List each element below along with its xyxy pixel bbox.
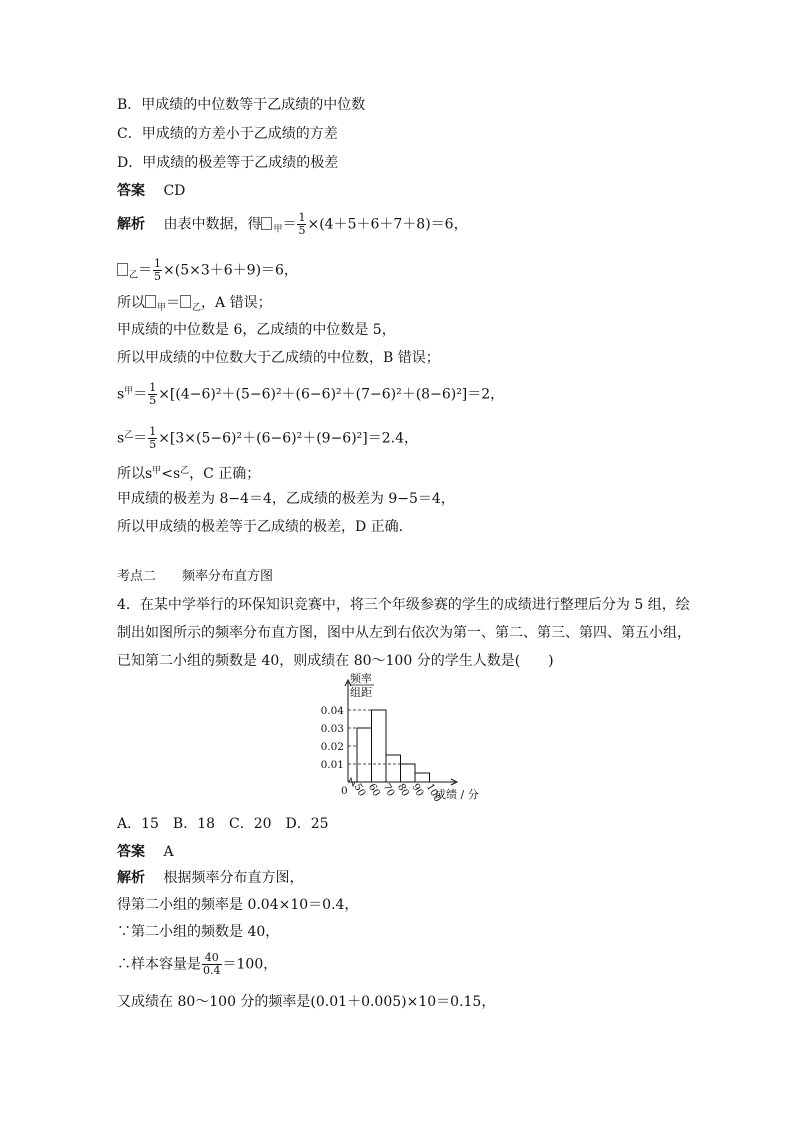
histogram-bar — [415, 773, 430, 782]
analysis-2-line-2: 得第二小组的频率是 0.04×10＝0.4， — [117, 897, 359, 913]
answer-2: 答案 A — [117, 844, 174, 860]
fraction: $\frac{1}{5}$ — [298, 211, 306, 237]
xbar-placeholder-icon — [180, 295, 191, 308]
answer-1 — [117, 182, 185, 200]
question-4-line-3: 已知第二小组的频数是 40，则成绩在 80～100 分的学生人数是( ) — [117, 653, 554, 669]
x-tick-label: 80 — [394, 782, 411, 799]
option-c: C．甲成绩的方差小于乙成绩的方差 — [117, 126, 338, 142]
analysis-label: 解析 — [117, 216, 145, 233]
answer-label: 答案 — [117, 183, 145, 199]
option-d: D．甲成绩的极差等于乙成绩的极差 — [117, 155, 339, 171]
y-tick-label: 0.01 — [320, 759, 344, 771]
histogram-bar — [372, 710, 387, 782]
section-heading: 考点二 频率分布直方图 — [117, 569, 274, 584]
x-axis-label: 成绩 / 分 — [435, 788, 479, 801]
xbar-placeholder-icon — [145, 295, 156, 308]
option-b: B．甲成绩的中位数等于乙成绩的中位数 — [117, 97, 366, 113]
analysis-range: 甲成绩的极差为 8−4＝4，乙成绩的极差为 9−5＝4， — [117, 491, 455, 507]
analysis-median-conclusion: 所以甲成绩的中位数大于乙成绩的中位数，B 错误； — [117, 350, 440, 366]
analysis-mean-equal: 所以 $_甲$＝ $_乙$，A 错误； — [117, 295, 272, 313]
y-tick-label: 0.03 — [320, 723, 344, 735]
x-tick-label: 100 — [423, 782, 443, 805]
x-tick-label: 70 — [380, 782, 397, 799]
question-4-line-1: 4．在某中学举行的环保知识竞赛中，将三个年级参赛的学生的成绩进行整理后分为 5 组，绘 — [117, 597, 690, 613]
x-tick-label: 60 — [365, 782, 382, 799]
analysis-mean-yi: $_乙$＝ $\frac{1}{5}$ ×(5×3＋6＋9)＝6， — [117, 258, 298, 285]
analysis-median: 甲成绩的中位数是 6，乙成绩的中位数是 5， — [117, 322, 396, 338]
question-4-line-2: 制出如图所示的频率分布直方图，图中从左到右依次为第一、第二、第三、第四、第五小组， — [117, 625, 691, 641]
analysis-2-line-1: 解析 根据频率分布直方图， — [117, 870, 304, 886]
analysis-mean-jia: 解析 由表中数据，得 $_甲$＝ $\frac{1}{5}$ ×(4＋5＋6＋7＋8)＝6， — [117, 211, 468, 237]
analysis-var-yi: $s^乙=$ $\frac{1}{5}$ ×[3×(5−6)²＋(6−6)²＋(9−6)²]＝2.4， — [117, 425, 419, 451]
xbar-placeholder-icon — [117, 263, 128, 276]
histogram-bar — [386, 755, 401, 782]
fraction: $\frac{1}{5}$ — [149, 425, 157, 451]
analysis-range-conclusion: 所以甲成绩的极差等于乙成绩的极差，D 正确. — [117, 519, 404, 535]
x-tick-label: 90 — [409, 782, 426, 799]
fraction: $\frac{1}{5}$ — [154, 257, 162, 283]
answer-value: CD — [163, 183, 186, 199]
fraction: $\frac{1}{5}$ — [149, 381, 157, 407]
analysis-2-line-4: ∴样本容量是 $\frac{40}{0.4}$ ＝100， — [117, 951, 278, 977]
histogram-chart — [300, 672, 500, 807]
fraction: $\frac{40}{0.4}$ — [203, 951, 221, 977]
origin-label: 0 — [341, 785, 348, 797]
histogram-bar — [357, 728, 372, 782]
xbar-placeholder-icon — [261, 217, 272, 230]
y-tick-label: 0.04 — [320, 705, 344, 717]
y-tick-label: 0.02 — [320, 741, 344, 753]
analysis-2-line-3: ∵第二小组的频数是 40， — [117, 924, 280, 940]
histogram-bar — [401, 764, 416, 782]
y-label-numerator: 频率 — [350, 672, 372, 685]
analysis-var-conclusion: 所以$s^甲<s^乙$，C 正确； — [117, 466, 261, 482]
analysis-2-line-5: 又成绩在 80～100 分的频率是(0.01＋0.005)×10＝0.15， — [117, 994, 496, 1010]
x-tick-label: 50 — [351, 782, 368, 799]
analysis-var-jia: $s^甲=$ $\frac{1}{5}$ ×[(4−6)²＋(5−6)²＋(6−6)²＋(7−6)²＋(8−6)²]＝2， — [117, 381, 505, 407]
question-4-choices: A．15 B．18 C．20 D．25 — [117, 816, 329, 832]
y-label-denominator: 组距 — [350, 686, 372, 699]
